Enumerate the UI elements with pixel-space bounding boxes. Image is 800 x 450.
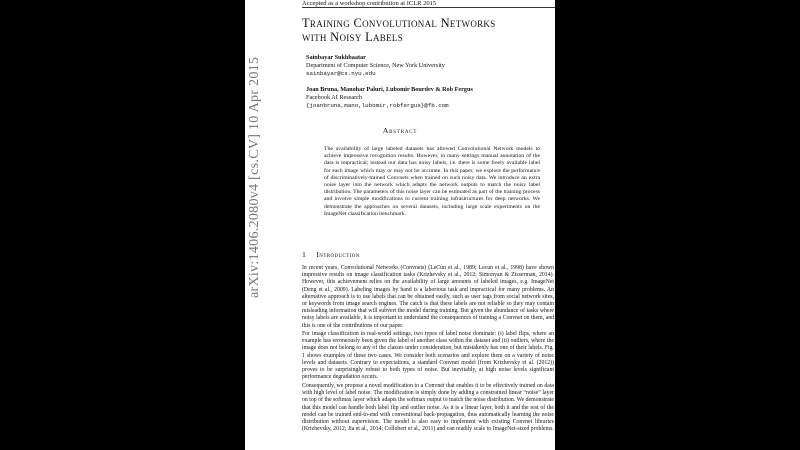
body-paragraph: For image classification in real-world settings, two types of label noise dominate: (i) label flips, where an example has erroneously been given the label of another class within the dataset and (ii) outliers, where the image does not belong to any of the classes under consideration, but mistakenly has one of their labels. Fig. 1 shows examples of these two cases. We consider both scenarios and explore them on a variety of noise levels and datasets. Contrary to expectations, a standard Convnet model (from Krizhevsky et al. (2012)) proves to be surprisingly robust to both types of noise. But inevitably, at high noise levels significant performance degradation occurs. [302,331,554,381]
author-names: Joan Bruna, Manohar Paluri, Lubomir Bourdev & Rob Fergus [306,86,473,93]
author-block [306,54,445,77]
arxiv-identifier: arXiv:1406.2080v4 [cs.CV] 10 Apr 2015 [247,56,262,298]
author-email: {joanbruna,mano,lubomir,robfergus}@fb.com [306,101,449,109]
paper-title [302,16,552,44]
author-block [306,86,473,109]
section-title: Introduction [316,250,360,259]
body-paragraph: Consequently, we propose a novel modification to a Convnet that enables it to be effectively trained on data with high level of label noise. The modification is simply done by adding a constrained linear “noise” layer on top of the softmax layer which adapts the softmax output to match the noise distribution. We demonstrate that this model can handle both label flip and outlier noise. As it is a linear layer, both it and the rest of the model can be trained end-to-end with conventional back-propagation, thus automatically learning the noise distribution without supervision. The model is also easy to implement with existing Convnet libraries (Krizhevsky, 2012; Jia et al., 2014; Collobert et al., 2011) and can readily scale to ImageNet-sized problems. [302,383,554,433]
running-header: Accepted as a workshop contribution at ICLR 2015 [302,0,437,7]
title-line: Training Convolutional Networks [302,16,496,30]
header-rule [302,7,555,8]
body-paragraph: In recent years, Convolutional Networks (Convnets) (LeCun et al., 1989; Lecun et al., 1998) have shown impressive results on image classification tasks (Krizhevsky et al., 2012; Simonyan & Zisserman, 2014). However, this achievement relies on the availability of large amounts of labeled images, e.g. ImageNet (Deng et al., 2009). Labeling images by hand is a laborious task and impractical for many problems. An alternative approach is to use labels that can be obtained easily, such as user tags from social network sites, or keywords from image search engines. The catch is that these labels are not reliable so they may contain misleading information that will subvert the model during training. But given the abundance of tasks where noisy labels are available, it is important to understand the consequences of training a Convnet on them, and this is one of the contributions of our paper. [302,265,554,329]
title-line: with Noisy Labels [302,30,404,44]
abstract-text: The availability of large labeled datasets has allowed Convolutional Network models to achieve impressive recognition results. However, in many settings manual annotation of the data is impractical; instead our data has noisy labels, i.e. there is some freely available label for each image which may or may not be accurate. In this paper, we explore the performance of discriminatively-trained Convnets when trained on such noisy data. We introduce an extra noise layer into the network which adapts the network outputs to match the noisy label distribution. The parameters of this noise layer can be estimated as part of the training process and involve simple modifications to current training infrastructures for deep networks. We demonstrate the approaches on several datasets, including large scale experiments on the ImageNet classification benchmark. [324,146,540,217]
paper-page [245,0,555,450]
section-number: 1 [302,250,307,259]
author-affiliation: Department of Computer Science, New York University [306,61,445,69]
author-email: sainbayar@cs.nyu.edu [306,69,376,77]
author-affiliation: Facebook AI Research [306,93,363,101]
author-names: Sainbayar Sukhbaatar [306,54,366,61]
abstract-heading: Abstract [382,126,418,135]
section-heading [302,250,360,259]
